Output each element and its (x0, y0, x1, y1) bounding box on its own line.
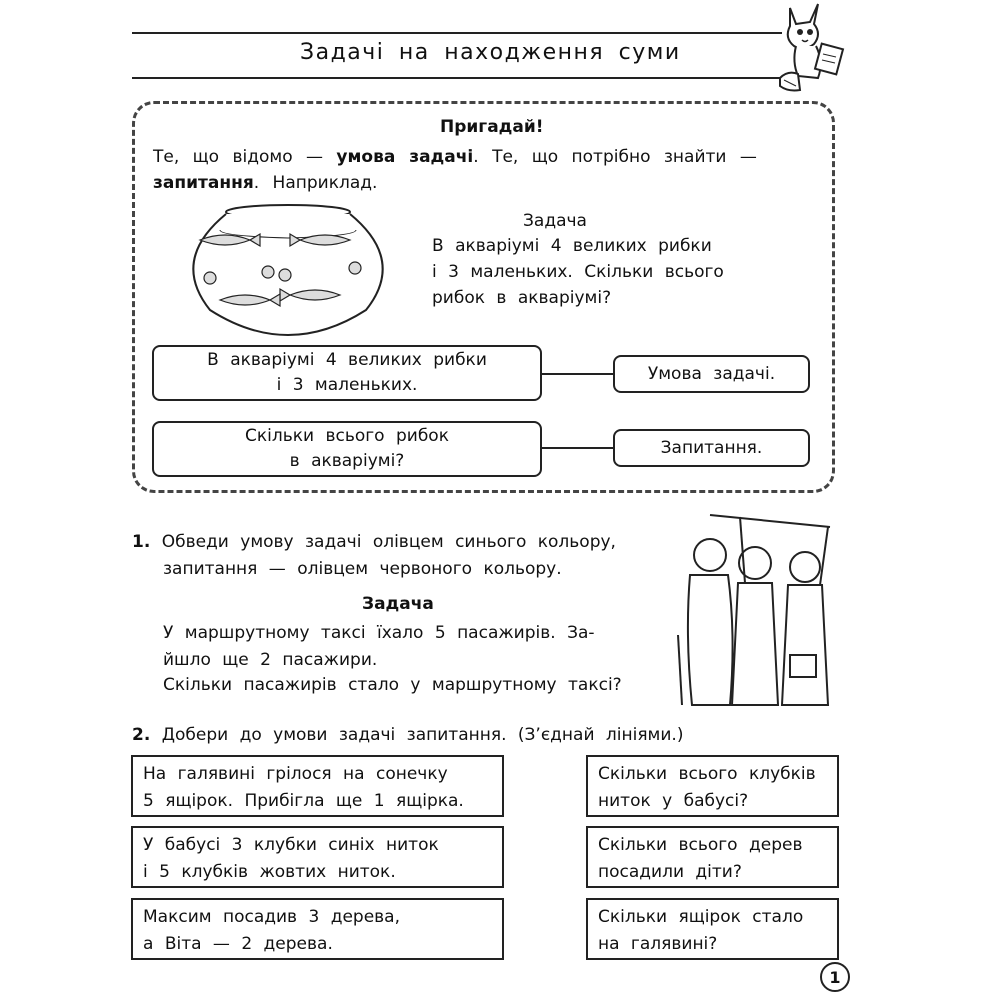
question-label-box: Запитання. (613, 429, 810, 467)
remind-line-1: Те, що відомо — умова задачі. Те, що потрібно знайти — (153, 147, 757, 167)
header-bottom-line (132, 77, 782, 79)
condition-card-2[interactable]: У бабусі 3 клубки синіх ниток і 5 клубків жовтих ниток. (131, 826, 504, 888)
remind-title: Пригадай! (440, 117, 544, 137)
question-box: Скільки всього рибок в акваріумі? (152, 421, 542, 477)
condition-connector (542, 373, 614, 375)
task1-problem-line-1: У маршрутному таксі їхало 5 пасажирів. За- (163, 623, 595, 643)
question-card-2[interactable]: Скільки всього дерев посадили діти? (586, 826, 839, 888)
remind-line-2: запитання. Наприклад. (153, 173, 378, 193)
aquarium-illustration (180, 200, 400, 340)
example-title: Задача (523, 211, 587, 231)
example-line-3: рибок в акваріумі? (432, 288, 612, 308)
question-card-3[interactable]: Скільки ящірок стало на галявині? (586, 898, 839, 960)
example-line-2: і 3 маленьких. Скільки всього (432, 262, 724, 282)
task1-problem-line-2: йшло ще 2 пасажири. (163, 650, 378, 670)
question-connector (542, 447, 614, 449)
task1-problem-line-3: Скільки пасажирів стало у маршрутному таксі? (163, 675, 622, 695)
task1-instruction-2: запитання — олівцем червоного кольору. (163, 559, 562, 579)
header-top-line (132, 32, 782, 34)
question-card-1[interactable]: Скільки всього клубків ниток у бабусі? (586, 755, 839, 817)
task1-problem-title: Задача (362, 594, 434, 614)
task2-instruction: 2. Добери до умови задачі запитання. (З’єднай лініями.) (132, 725, 684, 745)
example-line-1: В акваріумі 4 великих рибки (432, 236, 712, 256)
cat-mascot-illustration (770, 0, 860, 95)
condition-label-box: Умова задачі. (613, 355, 810, 393)
page-number: 1 (820, 962, 850, 992)
condition-card-1[interactable]: На галявині грілося на сонечку 5 ящірок. Прибігла ще 1 ящірка. (131, 755, 504, 817)
condition-box: В акваріумі 4 великих рибки і 3 маленьких. (152, 345, 542, 401)
passengers-illustration (670, 505, 840, 715)
page-title: Задачі на находження суми (300, 40, 681, 65)
condition-card-3[interactable]: Максим посадив 3 дерева, а Віта — 2 дерева. (131, 898, 504, 960)
task1-instruction: 1. Обведи умову задачі олівцем синього кольору, (132, 532, 616, 552)
